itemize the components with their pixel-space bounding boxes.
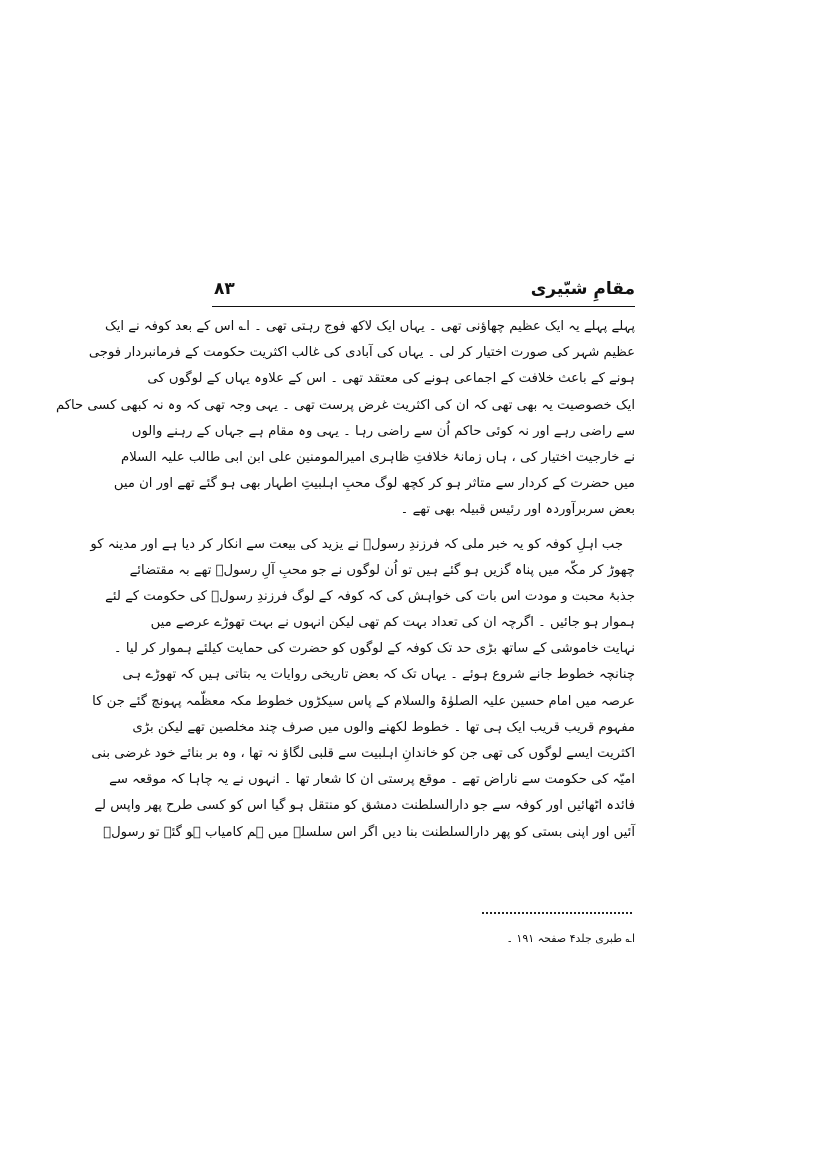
- text-line: نے خارجیت اختیار کی ، ہاں زمانۂ خلافتِ ظاہری امیرالمومنین علی ابن ابی طالب علیہ السلام: [121, 449, 635, 465]
- text-line: فائدہ اٹھائیں اور کوفہ سے جو دارالسلطنت دمشق کو منتقل ہو گیا اس کو کسی طرح پھر واپس لے: [94, 798, 635, 814]
- text-line: چھوڑ کر مکّہ میں پناہ گزیں ہو گئے ہیں تو اُن لوگوں نے جو محبِ آلِ رسولؐ تھے بہ مقتضائے: [129, 562, 635, 578]
- text-line: میں حضرت کے کردار سے متاثر ہو کر کچھ لوگ محبِ اہلبیتِ اطہار بھی ہو گئے تھے اور ان میں: [113, 476, 635, 492]
- text-line: جذبۂ محبت و مودت اس بات کی خواہش کی کہ کوفہ کے لوگ فرزندِ رسولؐ کی حکومت کے لئے: [105, 588, 635, 604]
- text-line: ہونے کے باعث خلافت کے اجماعی ہونے کی معتقد تھی ۔ اس کے علاوہ یہاں کے لوگوں کی: [147, 371, 635, 387]
- text-line: سے راضی رہے اور نہ کوئی حاکم اُن سے راضی رہا ۔ یہی وہ مقام ہے جہاں کے رہنے والوں: [131, 423, 635, 439]
- text-line: جب اہلِ کوفہ کو یہ خبر ملی کہ فرزندِ رسولؐ نے یزید کی بیعت سے انکار کر دیا ہے اور مدینہ کو: [90, 536, 623, 552]
- page-header: [212, 276, 635, 306]
- text-line: عرصہ میں امام حسین علیہ الصلوٰۃ والسلام کے پاس سیکڑوں خطوط مکہ معظّمہ پہونچ گئے جن کا: [92, 693, 635, 709]
- footnote: ا؎ طبری جلد۴ صفحہ ۱۹۱ ۔: [506, 932, 635, 945]
- text-line: آئیں اور اپنی بستی کو پھر دارالسلطنت بنا دیں اگر اس سلسلہ میں ہم کامیاب ہو گئے تو رسولؐ: [103, 824, 635, 840]
- text-line: چنانچہ خطوط جانے شروع ہوئے ۔ یہاں تک کہ بعض تاریخی روایات یہ بتاتی ہیں کہ تھوڑے ہی: [122, 667, 635, 683]
- text-line: عظیم شہر کی صورت اختیار کر لی ۔ یہاں کی آبادی کی غالب اکثریت حکومت کے فرمانبردار فوجی: [88, 345, 635, 361]
- text-line: پہلے پہلے یہ ایک عظیم چھاؤنی تھی ۔ یہاں ایک لاکھ فوج رہتی تھی ۔ ا؎ اس کے بعد کوفہ نے ایک: [104, 319, 635, 334]
- text-line: مفہوم قریب قریب ایک ہی تھا ۔ خطوط لکھنے والوں میں صرف چند مخلصین تھے لیکن بڑی: [132, 719, 635, 735]
- text-line: بعض سربرآوردہ اور رئیس قبیلہ بھی تھے ۔: [400, 502, 635, 518]
- text-line: ایک خصوصیت یہ بھی تھی کہ ان کی اکثریت غرض پرست تھی ۔ یہی وجہ تھی کہ وہ نہ کبھی کسی حاکم: [55, 397, 635, 413]
- text-line: اکثریت ایسے لوگوں کی تھی جن کو خاندانِ اہلبیت سے قلبی لگاؤ نہ تھا ، وہ بر بنائے خود غرضی بنی: [91, 746, 635, 761]
- page-number: ۸۳: [214, 279, 235, 299]
- body-text: [55, 314, 635, 846]
- footnote-divider: [482, 912, 632, 914]
- header-divider: [212, 306, 635, 307]
- book-title: مقامِ شبّیری: [530, 279, 635, 299]
- text-line: امیّہ کی حکومت سے ناراض تھے ۔ موقع پرستی ان کا شعار تھا ۔ انہوں نے یہ چاہا کہ موقعہ سے: [109, 772, 635, 788]
- text-line: ہموار ہو جائیں ۔ اگرچہ ان کی تعداد بہت کم تھی لیکن انہوں نے بہت تھوڑے عرصے میں: [150, 615, 635, 631]
- text-line: نہایت خاموشی کے ساتھ بڑی حد تک کوفہ کے لوگوں کو حضرت کی حمایت کیلئے ہموار کر لیا ۔: [113, 641, 635, 657]
